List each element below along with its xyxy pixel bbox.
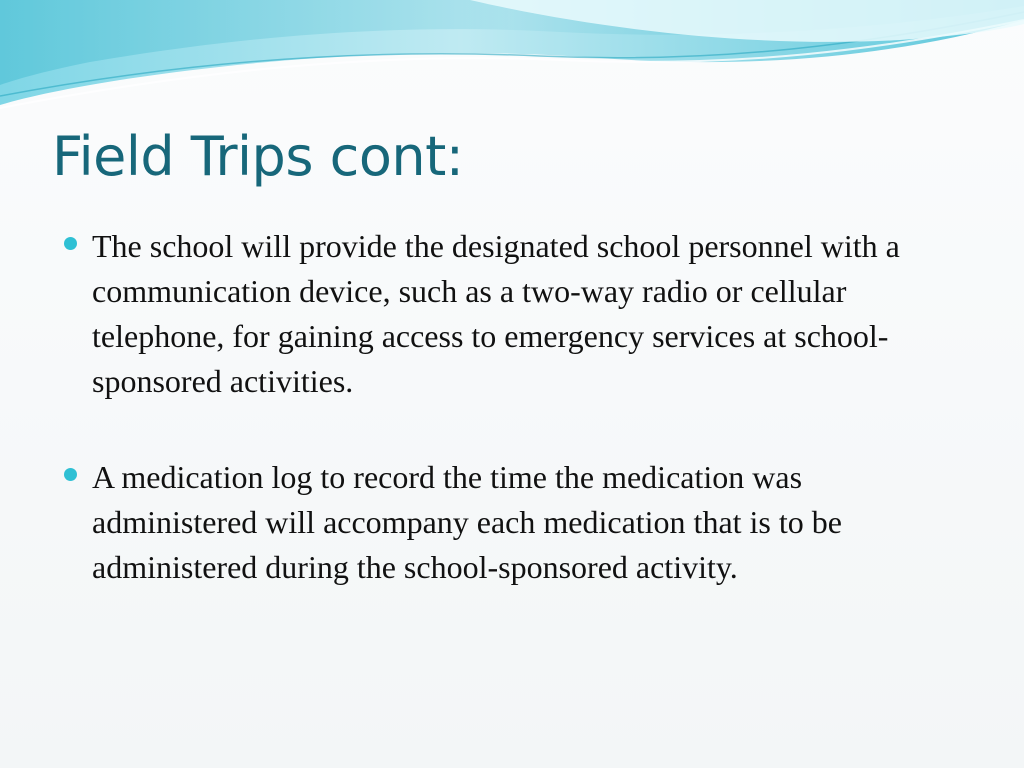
slide-title: Field Trips cont: <box>52 125 464 188</box>
bullet-dot-icon <box>64 468 77 481</box>
bullet-text: A medication log to record the time the medication was administered will accompany each medication that is to be administered during the school-sponsored activity. <box>92 459 842 585</box>
bullet-item <box>62 224 972 404</box>
bullet-text: The school will provide the designated school personnel with a communication device, such as a two-way radio or cellular telephone, for gaining access to emergency services at school-sponsored activities. <box>92 228 900 399</box>
bullet-dot-icon <box>64 237 77 250</box>
bullet-list <box>62 224 972 641</box>
bullet-item <box>62 455 972 590</box>
header-wave-decoration <box>0 0 1024 120</box>
